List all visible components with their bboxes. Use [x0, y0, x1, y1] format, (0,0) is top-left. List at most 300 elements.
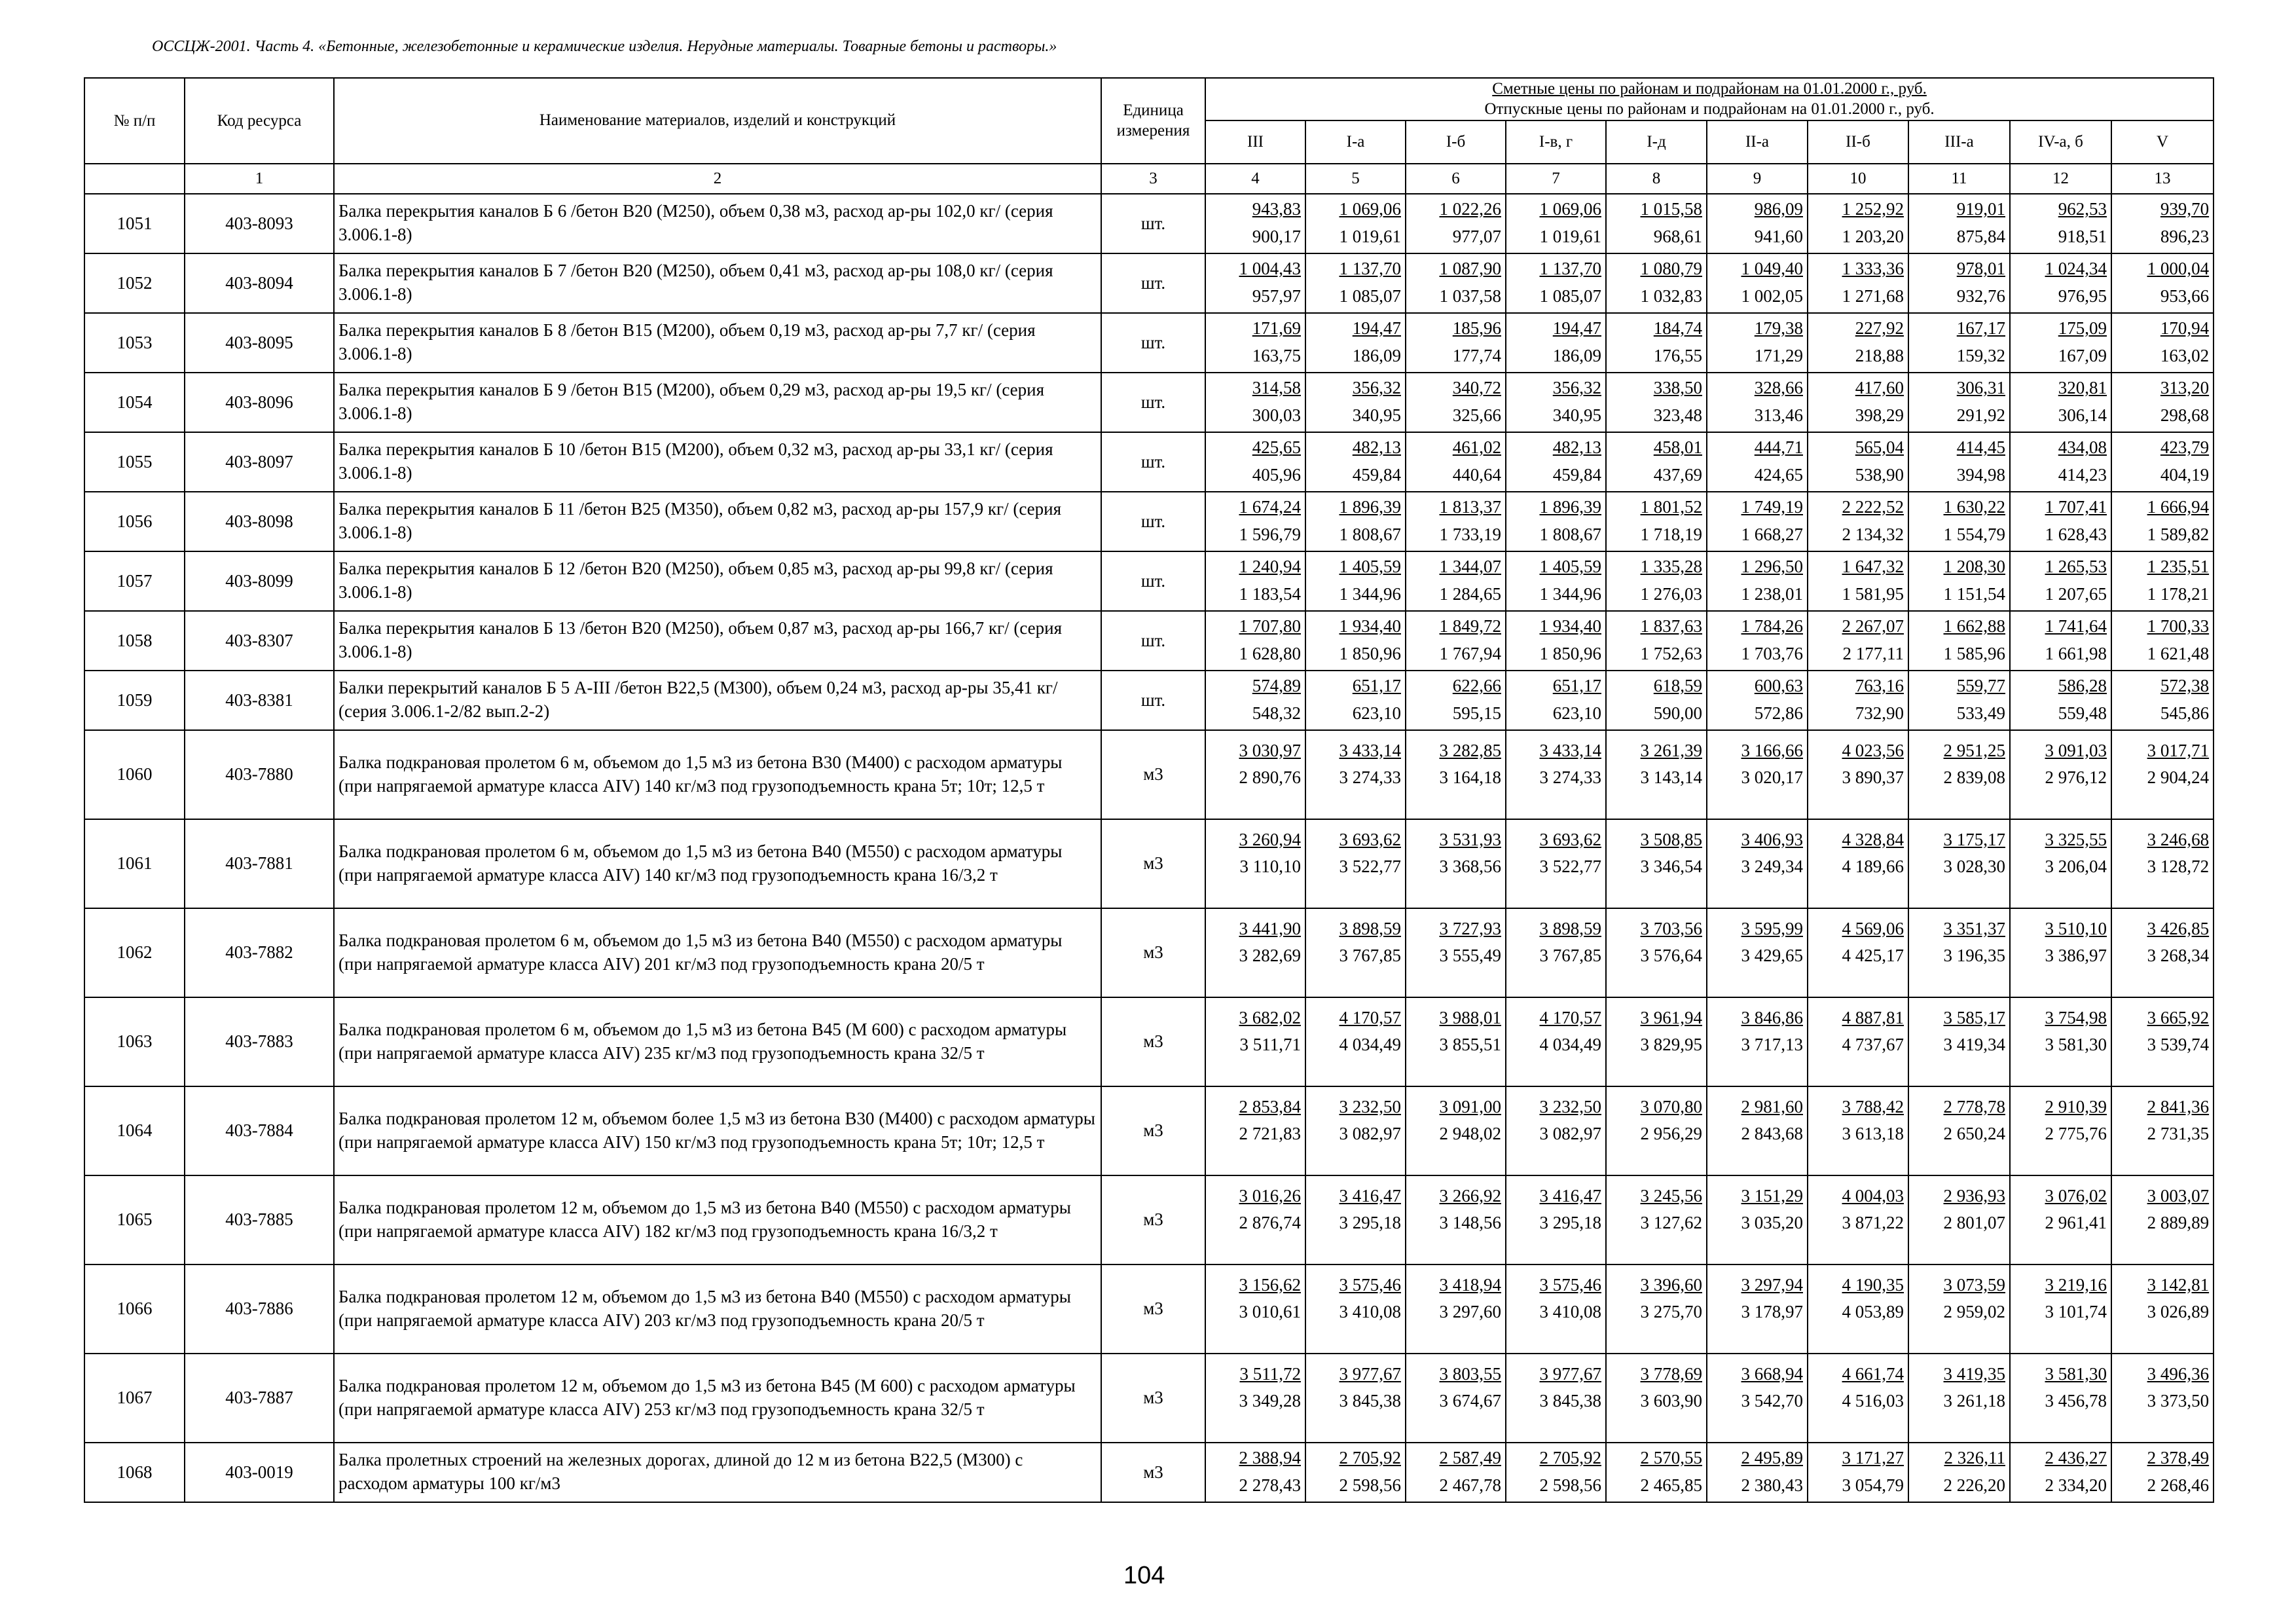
- estimate-price: 1 024,34: [2045, 259, 2107, 279]
- price-cell: [1606, 819, 1707, 908]
- item-name: Балка пролетных строений на железных дорогах, длиной до 12 м из бетона В22,5 (М300) с расходом арматуры 100 кг/м3: [334, 1443, 1101, 1502]
- release-price: 941,60: [1754, 227, 1803, 246]
- estimate-price: 3 076,02: [2045, 1185, 2107, 1206]
- price-table: [84, 77, 2214, 1503]
- price-cell: [2010, 194, 2111, 253]
- resource-code: 403-8381: [185, 671, 334, 730]
- release-price: 3 576,64: [1640, 946, 1702, 966]
- estimate-price: 1 813,37: [1439, 497, 1501, 517]
- release-price: 3 603,90: [1640, 1391, 1702, 1411]
- estimate-price: 3 297,94: [1741, 1274, 1803, 1295]
- price-cell: [1406, 1443, 1506, 1502]
- price-cell: [1406, 432, 1506, 492]
- release-price: 3 613,18: [1842, 1124, 1904, 1144]
- estimate-price: 314,58: [1252, 378, 1301, 398]
- release-price: 4 516,03: [1842, 1391, 1904, 1411]
- price-cell: [1305, 1443, 1406, 1502]
- price-cell: [2111, 1443, 2214, 1502]
- price-cell: [1707, 194, 1808, 253]
- estimate-price: 227,92: [1855, 318, 1904, 339]
- release-price: 3 555,49: [1439, 946, 1501, 966]
- unit-of-measure: м3: [1101, 1175, 1205, 1264]
- release-price: 3 020,17: [1741, 767, 1803, 788]
- release-price: 405,96: [1252, 465, 1301, 485]
- estimate-price: 919,01: [1956, 199, 2005, 219]
- price-cell: [1908, 1086, 2010, 1175]
- estimate-price: 1 707,41: [2045, 497, 2107, 517]
- price-cell: [2010, 313, 2111, 373]
- release-price: 1 661,98: [2045, 644, 2107, 663]
- price-cell: [2010, 730, 2111, 819]
- estimate-price: 2 951,25: [1943, 740, 2005, 760]
- unit-of-measure: м3: [1101, 819, 1205, 908]
- unit-of-measure: шт.: [1101, 194, 1205, 253]
- row-number: 1052: [84, 253, 185, 313]
- resource-code: 403-7882: [185, 908, 334, 997]
- release-price: 3 373,50: [2147, 1391, 2210, 1411]
- estimate-price: 2 326,11: [1944, 1448, 2005, 1468]
- release-price: 1 850,96: [1339, 644, 1401, 663]
- estimate-price: 986,09: [1754, 199, 1803, 219]
- price-cell: [2010, 551, 2111, 611]
- price-cell: [1707, 819, 1808, 908]
- release-price: 3 717,13: [1741, 1035, 1803, 1055]
- resource-code: 403-7884: [185, 1086, 334, 1175]
- price-cell: [2010, 1354, 2111, 1443]
- estimate-price: 3 575,46: [1539, 1274, 1601, 1295]
- release-price: 3 028,30: [1943, 857, 2005, 877]
- estimate-price: 4 328,84: [1842, 829, 1904, 849]
- release-price: 4 737,67: [1842, 1035, 1904, 1055]
- release-price: 1 284,65: [1439, 584, 1501, 604]
- table-row: [84, 671, 2214, 730]
- price-cell: [1707, 313, 1808, 373]
- price-cell: [1908, 671, 2010, 730]
- row-number: 1061: [84, 819, 185, 908]
- unit-of-measure: шт.: [1101, 671, 1205, 730]
- estimate-price: 3 406,93: [1741, 829, 1803, 849]
- release-price: 2 598,56: [1539, 1475, 1601, 1495]
- prices-title-release: Отпускные цены по районам и подрайонам на 01.01.2000 г., руб.: [1484, 100, 1935, 119]
- estimate-price: 338,50: [1653, 378, 1702, 398]
- price-cell: [1908, 194, 2010, 253]
- release-price: 3 767,85: [1339, 946, 1401, 966]
- column-number: 1: [185, 164, 334, 194]
- estimate-price: 3 803,55: [1439, 1363, 1501, 1384]
- table-row: [84, 253, 2214, 313]
- item-name: Балки перекрытий каналов Б 5 А-III /бетон В22,5 (М300), объем 0,24 м3, расход ар-ры 35,41 кг/ (серия 3.006.1-2/82 вып.2-2): [334, 671, 1101, 730]
- release-price: 3 026,89: [2147, 1302, 2210, 1322]
- release-price: 171,29: [1754, 346, 1803, 365]
- price-cell: [1606, 432, 1707, 492]
- price-cell: [1506, 997, 1606, 1086]
- resource-code: 403-8099: [185, 551, 334, 611]
- estimate-price: 4 887,81: [1842, 1007, 1904, 1027]
- estimate-price: 3 581,30: [2045, 1363, 2107, 1384]
- item-name: Балка подкрановая пролетом 12 м, объемом до 1,5 м3 из бетона В40 (М550) с расходом арматуры (при напрягаемой арматуре класса AIV) 182 кг/м3 под грузоподъемность крана 16/3,2 т: [334, 1175, 1101, 1264]
- price-cell: [1808, 551, 1908, 611]
- price-cell: [1506, 908, 1606, 997]
- price-cell: [1808, 1443, 1908, 1502]
- release-price: 3 845,38: [1539, 1391, 1601, 1411]
- item-name: Балка перекрытия каналов Б 6 /бетон В20 (М250), объем 0,38 м3, расход ар-ры 102,0 кг/ (серия 3.006.1-8): [334, 194, 1101, 253]
- table-row: [84, 1086, 2214, 1175]
- estimate-price: 3 396,60: [1640, 1274, 1702, 1295]
- estimate-price: 1 335,28: [1640, 557, 1702, 577]
- estimate-price: 356,32: [1352, 378, 1401, 398]
- table-row: [84, 997, 2214, 1086]
- price-cell: [1808, 819, 1908, 908]
- release-price: 1 703,76: [1741, 644, 1803, 663]
- release-price: 2 134,32: [1842, 525, 1904, 544]
- release-price: 291,92: [1956, 405, 2005, 425]
- price-cell: [1707, 1443, 1808, 1502]
- estimate-price: 3 988,01: [1439, 1007, 1501, 1027]
- column-number: 8: [1606, 164, 1707, 194]
- estimate-price: 414,45: [1956, 437, 2005, 458]
- estimate-price: 175,09: [2058, 318, 2107, 339]
- estimate-price: 3 693,62: [1539, 829, 1601, 849]
- row-number: 1059: [84, 671, 185, 730]
- resource-code: 403-8097: [185, 432, 334, 492]
- release-price: 414,23: [2058, 465, 2107, 485]
- estimate-price: 1 896,39: [1339, 497, 1401, 517]
- release-price: 918,51: [2058, 227, 2107, 246]
- price-cell: [1406, 1354, 1506, 1443]
- item-name: Балка перекрытия каналов Б 9 /бетон В15 (М200), объем 0,29 м3, расход ар-ры 19,5 кг/ (серия 3.006.1-8): [334, 373, 1101, 432]
- estimate-price: 1 137,70: [1339, 259, 1401, 279]
- price-cell: [1305, 194, 1406, 253]
- estimate-price: 574,89: [1252, 676, 1301, 696]
- row-number: 1056: [84, 492, 185, 551]
- price-cell: [1205, 432, 1305, 492]
- estimate-price: 3 175,17: [1943, 829, 2005, 849]
- unit-of-measure: м3: [1101, 1354, 1205, 1443]
- estimate-price: 943,83: [1252, 199, 1301, 219]
- estimate-price: 1 837,63: [1640, 616, 1702, 637]
- release-price: 159,32: [1956, 346, 2005, 365]
- release-price: 1 718,19: [1640, 525, 1702, 544]
- estimate-price: 1 741,64: [2045, 616, 2107, 637]
- release-price: 548,32: [1252, 703, 1301, 723]
- estimate-price: 1 896,39: [1539, 497, 1601, 517]
- estimate-price: 3 510,10: [2045, 918, 2107, 938]
- estimate-price: 3 418,94: [1439, 1274, 1501, 1295]
- price-cell: [1908, 1175, 2010, 1264]
- region-header: I-д: [1606, 120, 1707, 164]
- price-cell: [1205, 253, 1305, 313]
- release-price: 3 196,35: [1943, 946, 2005, 966]
- estimate-price: 171,69: [1252, 318, 1301, 339]
- estimate-price: 1 004,43: [1239, 259, 1301, 279]
- release-price: 896,23: [2160, 227, 2210, 246]
- release-price: 2 889,89: [2147, 1213, 2210, 1233]
- release-price: 538,90: [1855, 465, 1904, 485]
- price-cell: [1205, 908, 1305, 997]
- estimate-price: 3 351,37: [1943, 918, 2005, 938]
- release-price: 313,46: [1754, 405, 1803, 425]
- price-cell: [1205, 492, 1305, 551]
- estimate-price: 2 388,94: [1239, 1448, 1301, 1468]
- price-cell: [1707, 908, 1808, 997]
- estimate-price: 184,74: [1653, 318, 1702, 339]
- estimate-price: 2 936,93: [1943, 1185, 2005, 1206]
- estimate-price: 425,65: [1252, 437, 1301, 458]
- item-name: Балка подкрановая пролетом 6 м, объемом до 1,5 м3 из бетона В40 (М550) с расходом арматуры (при напрягаемой арматуре класса AIV) 140 кг/м3 под грузоподъемность крана 16/3,2 т: [334, 819, 1101, 908]
- price-cell: [1707, 373, 1808, 432]
- release-price: 1 207,65: [2045, 584, 2107, 604]
- estimate-price: 3 682,02: [1239, 1007, 1301, 1027]
- estimate-price: 2 587,49: [1439, 1448, 1501, 1468]
- estimate-price: 1 137,70: [1539, 259, 1601, 279]
- price-cell: [1205, 1086, 1305, 1175]
- price-cell: [1606, 492, 1707, 551]
- estimate-price: 3 665,92: [2147, 1007, 2210, 1027]
- estimate-price: 2 853,84: [1239, 1096, 1301, 1116]
- estimate-price: 651,17: [1352, 676, 1401, 696]
- estimate-price: 2 495,89: [1741, 1448, 1803, 1468]
- release-price: 3 164,18: [1439, 767, 1501, 788]
- estimate-price: 3 898,59: [1339, 918, 1401, 938]
- release-price: 572,86: [1754, 703, 1803, 723]
- price-cell: [1808, 611, 1908, 671]
- release-price: 623,10: [1352, 703, 1401, 723]
- release-price: 3 845,38: [1339, 1391, 1401, 1411]
- release-price: 3 127,62: [1640, 1213, 1702, 1233]
- estimate-price: 3 166,66: [1741, 740, 1803, 760]
- price-cell: [1406, 1086, 1506, 1175]
- estimate-price: 1 252,92: [1842, 199, 1904, 219]
- release-price: 732,90: [1855, 703, 1904, 723]
- estimate-price: 3 246,68: [2147, 829, 2210, 849]
- release-price: 2 976,12: [2045, 767, 2107, 788]
- price-cell: [1406, 819, 1506, 908]
- price-cell: [1506, 730, 1606, 819]
- price-cell: [1707, 1175, 1808, 1264]
- row-number: 1060: [84, 730, 185, 819]
- price-cell: [1707, 432, 1808, 492]
- price-cell: [1305, 1175, 1406, 1264]
- header-code: Код ресурса: [185, 78, 334, 164]
- unit-of-measure: м3: [1101, 1443, 1205, 1502]
- price-cell: [1406, 194, 1506, 253]
- release-price: 953,66: [2160, 286, 2210, 306]
- price-cell: [2010, 997, 2111, 1086]
- estimate-price: 4 569,06: [1842, 918, 1904, 938]
- release-price: 4 053,89: [1842, 1302, 1904, 1322]
- resource-code: 403-8096: [185, 373, 334, 432]
- estimate-price: 572,38: [2160, 676, 2210, 696]
- estimate-price: 1 069,06: [1339, 199, 1401, 219]
- estimate-price: 3 091,03: [2045, 740, 2107, 760]
- price-cell: [2010, 1086, 2111, 1175]
- release-price: 623,10: [1552, 703, 1601, 723]
- release-price: 1 554,79: [1943, 525, 2005, 544]
- estimate-price: 3 091,00: [1439, 1096, 1501, 1116]
- estimate-price: 194,47: [1552, 318, 1601, 339]
- release-price: 4 189,66: [1842, 857, 1904, 877]
- release-price: 3 349,28: [1239, 1391, 1301, 1411]
- estimate-price: 2 841,36: [2147, 1096, 2210, 1116]
- price-cell: [1606, 1354, 1707, 1443]
- item-name: Балка перекрытия каналов Б 11 /бетон В25 (М350), объем 0,82 м3, расход ар-ры 157,9 кг/ (серия 3.006.1-8): [334, 492, 1101, 551]
- region-header: III-а: [1908, 120, 2010, 164]
- resource-code: 403-7887: [185, 1354, 334, 1443]
- column-number: 13: [2111, 164, 2214, 194]
- release-price: 3 110,10: [1239, 857, 1301, 877]
- release-price: 325,66: [1452, 405, 1501, 425]
- price-cell: [1305, 432, 1406, 492]
- release-price: 1 344,96: [1339, 584, 1401, 604]
- release-price: 545,86: [2160, 703, 2210, 723]
- item-name: Балка перекрытия каналов Б 7 /бетон В20 (М250), объем 0,41 м3, расход ар-ры 108,0 кг/ (серия 3.006.1-8): [334, 253, 1101, 313]
- table-row: [84, 730, 2214, 819]
- estimate-price: 3 282,85: [1439, 740, 1501, 760]
- price-cell: [1305, 313, 1406, 373]
- price-cell: [1305, 819, 1406, 908]
- table-row: [84, 194, 2214, 253]
- release-price: 3 767,85: [1539, 946, 1601, 966]
- estimate-price: 1 801,52: [1640, 497, 1702, 517]
- estimate-price: 3 017,71: [2147, 740, 2210, 760]
- column-number: 10: [1808, 164, 1908, 194]
- price-cell: [2111, 432, 2214, 492]
- estimate-price: 1 749,19: [1741, 497, 1803, 517]
- price-cell: [1205, 1443, 1305, 1502]
- release-price: 900,17: [1252, 227, 1301, 246]
- release-price: 2 956,29: [1640, 1124, 1702, 1144]
- release-price: 3 035,20: [1741, 1213, 1803, 1233]
- price-cell: [1305, 253, 1406, 313]
- item-name: Балка перекрытия каналов Б 12 /бетон В20 (М250), объем 0,85 м3, расход ар-ры 99,8 кг/ (серия 3.006.1-8): [334, 551, 1101, 611]
- estimate-price: 1 630,22: [1943, 497, 2005, 517]
- release-price: 1 628,80: [1239, 644, 1301, 663]
- region-header: III: [1205, 120, 1305, 164]
- release-price: 533,49: [1956, 703, 2005, 723]
- release-price: 306,14: [2058, 405, 2107, 425]
- estimate-price: 3 595,99: [1741, 918, 1803, 938]
- estimate-price: 167,17: [1956, 318, 2005, 339]
- estimate-price: 1 240,94: [1239, 557, 1301, 577]
- price-cell: [1305, 671, 1406, 730]
- price-cell: [2111, 1354, 2214, 1443]
- estimate-price: 1 208,30: [1943, 557, 2005, 577]
- estimate-price: 565,04: [1855, 437, 1904, 458]
- estimate-price: 306,31: [1956, 378, 2005, 398]
- estimate-price: 4 170,57: [1339, 1007, 1401, 1027]
- region-header: II-а: [1707, 120, 1808, 164]
- release-price: 2 380,43: [1741, 1475, 1803, 1495]
- release-price: 404,19: [2160, 465, 2210, 485]
- price-cell: [1406, 313, 1506, 373]
- estimate-price: 1 049,40: [1741, 259, 1803, 279]
- price-cell: [1606, 194, 1707, 253]
- row-number: 1054: [84, 373, 185, 432]
- estimate-price: 763,16: [1855, 676, 1904, 696]
- release-price: 3 855,51: [1439, 1035, 1501, 1055]
- release-price: 2 890,76: [1239, 767, 1301, 788]
- price-cell: [1908, 730, 2010, 819]
- price-cell: [1707, 1264, 1808, 1354]
- price-cell: [1506, 1175, 1606, 1264]
- price-cell: [2111, 1175, 2214, 1264]
- price-cell: [1606, 1443, 1707, 1502]
- region-header: IV-а, б: [2010, 120, 2111, 164]
- estimate-price: 4 170,57: [1539, 1007, 1601, 1027]
- release-price: 3 274,33: [1339, 767, 1401, 788]
- release-price: 2 801,07: [1943, 1213, 2005, 1233]
- release-price: 2 721,83: [1239, 1124, 1301, 1144]
- row-number: 1066: [84, 1264, 185, 1354]
- table-row: [84, 1443, 2214, 1502]
- release-price: 3 674,67: [1439, 1391, 1501, 1411]
- price-cell: [1305, 730, 1406, 819]
- estimate-price: 3 325,55: [2045, 829, 2107, 849]
- estimate-price: 3 073,59: [1943, 1274, 2005, 1295]
- price-cell: [2111, 671, 2214, 730]
- release-price: 968,61: [1653, 227, 1702, 246]
- price-cell: [2111, 1086, 2214, 1175]
- price-cell: [1908, 1443, 2010, 1502]
- release-price: 1 085,07: [1539, 286, 1601, 306]
- release-price: 186,09: [1552, 346, 1601, 365]
- resource-code: 403-8307: [185, 611, 334, 671]
- estimate-price: 3 232,50: [1539, 1096, 1601, 1116]
- release-price: 1 589,82: [2147, 525, 2210, 544]
- release-price: 3 249,34: [1741, 857, 1803, 877]
- release-price: 1 808,67: [1539, 525, 1601, 544]
- release-price: 1 183,54: [1239, 584, 1301, 604]
- resource-code: 403-8098: [185, 492, 334, 551]
- price-cell: [1808, 997, 1908, 1086]
- release-price: 3 456,78: [2045, 1391, 2107, 1411]
- release-price: 1 850,96: [1539, 644, 1601, 663]
- price-cell: [1908, 551, 2010, 611]
- item-name: Балка подкрановая пролетом 12 м, объемом до 1,5 м3 из бетона В45 (М 600) с расходом арматуры (при напрягаемой арматуре класса AIV) 253 кг/м3 под грузоподъемность крана 32/5 т: [334, 1354, 1101, 1443]
- estimate-price: 2 981,60: [1741, 1096, 1803, 1116]
- price-cell: [1606, 373, 1707, 432]
- table-row: [84, 1264, 2214, 1354]
- estimate-price: 1 405,59: [1339, 557, 1401, 577]
- estimate-price: 939,70: [2160, 199, 2210, 219]
- row-number: 1058: [84, 611, 185, 671]
- release-price: 437,69: [1653, 465, 1702, 485]
- table-row: [84, 313, 2214, 373]
- price-cell: [1205, 313, 1305, 373]
- release-price: 1 621,48: [2147, 644, 2210, 663]
- region-header: V: [2111, 120, 2214, 164]
- unit-of-measure: м3: [1101, 997, 1205, 1086]
- release-price: 1 203,20: [1842, 227, 1904, 246]
- estimate-price: 1 674,24: [1239, 497, 1301, 517]
- price-cell: [1506, 819, 1606, 908]
- estimate-price: 417,60: [1855, 378, 1904, 398]
- release-price: 1 085,07: [1339, 286, 1401, 306]
- table-row: [84, 492, 2214, 551]
- estimate-price: 3 585,17: [1943, 1007, 2005, 1027]
- row-number: 1055: [84, 432, 185, 492]
- release-price: 3 295,18: [1539, 1213, 1601, 1233]
- price-cell: [1205, 671, 1305, 730]
- estimate-price: 3 266,92: [1439, 1185, 1501, 1206]
- estimate-price: 1 000,04: [2147, 259, 2210, 279]
- price-cell: [1808, 1264, 1908, 1354]
- estimate-price: 2 705,92: [1339, 1448, 1401, 1468]
- item-name: Балка подкрановая пролетом 6 м, объемом до 1,5 м3 из бетона В40 (М550) с расходом арматуры (при напрягаемой арматуре класса AIV) 201 кг/м3 под грузоподъемность крана 20/5 т: [334, 908, 1101, 997]
- release-price: 3 368,56: [1439, 857, 1501, 877]
- estimate-price: 1 296,50: [1741, 557, 1803, 577]
- price-cell: [1707, 492, 1808, 551]
